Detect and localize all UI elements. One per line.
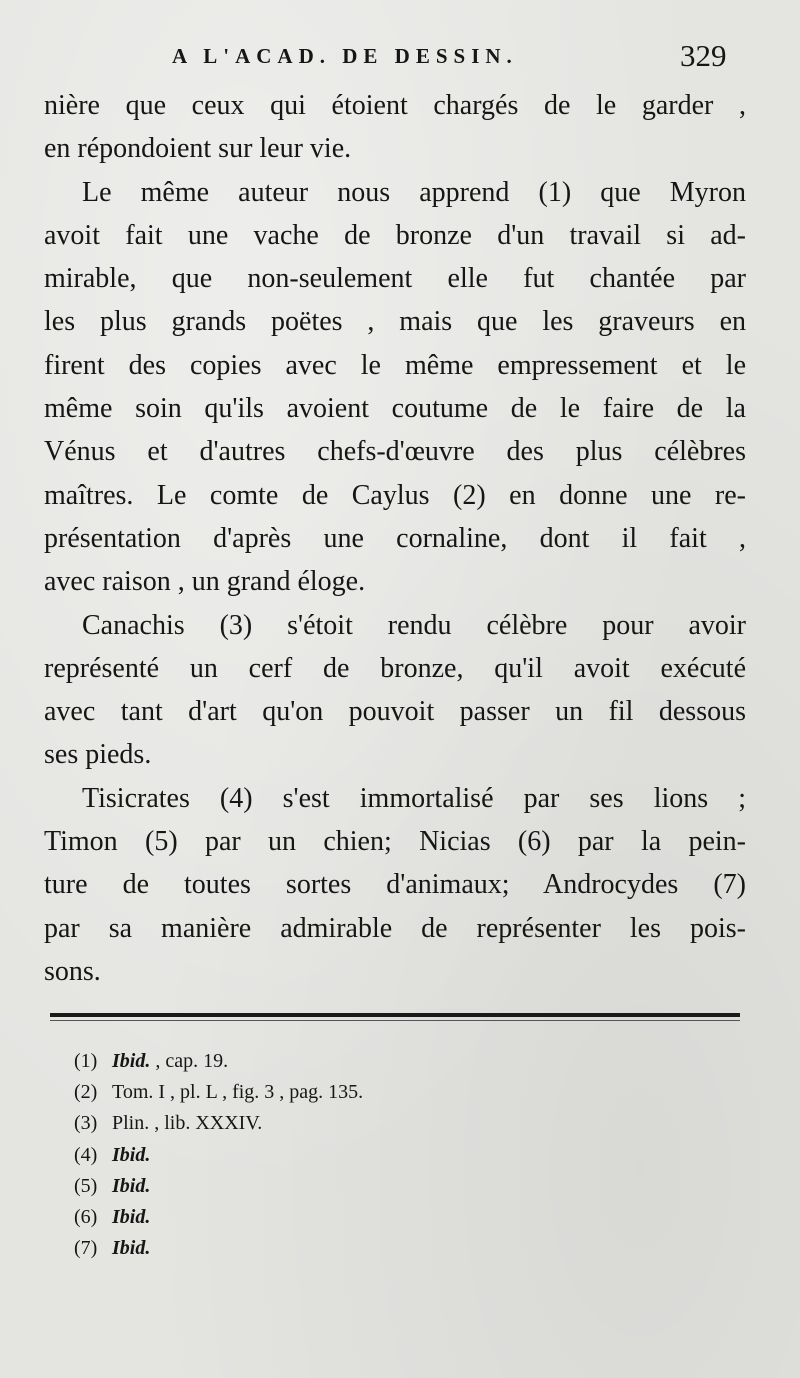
text-line: Vénus et d'autres chefs-d'œuvre des plus célèbres [44,436,746,468]
text-line: même soin qu'ils avoient coutume de le faire de la [44,393,746,425]
footnote-rule [50,1013,740,1017]
text-line: mirable, que non-seulement elle fut chantée par [44,263,746,295]
footnote-text: Tom. I , pl. L , fig. 3 , pag. 135. [112,1081,364,1104]
footnote [74,1202,674,1233]
footnote-source: Ibid. [112,1237,151,1260]
footnote-number: (4) [74,1143,98,1166]
text-line: présentation d'après une cornaline, dont il fait , [44,522,746,554]
text-line: par sa manière admirable de représenter les pois- [44,912,746,944]
footnote-number: (6) [74,1205,98,1228]
footnote-rule-thin [50,1020,740,1021]
body-text [44,84,746,993]
footnote-number: (7) [74,1237,98,1260]
text-line: ses pieds. [44,739,152,771]
footnote-source: Ibid. [112,1205,151,1228]
text-line: sons. [44,955,101,987]
paragraph-start-line: Tisicrates (4) s'est immortalisé par ses lions ; [82,782,746,814]
running-head: A L'ACAD. DE DESSIN. [172,44,518,68]
page-number: 329 [680,38,727,73]
text-line: avec raison , un grand éloge. [44,566,366,598]
footnote [74,1108,674,1139]
text-line: Timon (5) par un chien; Nicias (6) par la pein- [44,826,746,858]
footnote-source: Ibid. [112,1143,151,1166]
footnote-text: , cap. 19. [150,1050,229,1072]
footnote-number: (5) [74,1174,98,1197]
text-line: firent des copies avec le même empressement et le [44,349,746,381]
page-header [0,36,800,80]
text-line: ture de toutes sortes d'animaux; Androcydes (7) [44,869,746,901]
footnote-number: (1) [74,1050,98,1072]
text-line: nière que ceux qui étoient chargés de le garder , [44,90,746,121]
footnote [74,1233,674,1264]
text-line: avoit fait une vache de bronze d'un travail si ad- [44,219,746,251]
text-line: représenté un cerf de bronze, qu'il avoit exécuté [44,652,746,684]
footnote [74,1140,674,1171]
footnote [74,1171,674,1202]
text-line: en répondoient sur leur vie. [44,133,352,165]
footnotes [74,1046,674,1264]
footnote-number: (3) [74,1112,98,1135]
footnote-source: Ibid. [112,1050,151,1072]
text-line: maîtres. Le comte de Caylus (2) en donne une re- [44,479,746,511]
paragraph-start-line: Le même auteur nous apprend (1) que Myron [82,176,746,208]
footnote-source: Ibid. [112,1174,151,1197]
text-line: avec tant d'art qu'on pouvoit passer un fil dessous [44,696,746,728]
footnote [74,1046,674,1077]
footnote-text: Plin. , lib. XXXIV. [112,1112,263,1135]
footnote-number: (2) [74,1081,98,1104]
paragraph-start-line: Canachis (3) s'étoit rendu célèbre pour avoir [82,609,746,641]
footnote [74,1077,674,1108]
text-line: les plus grands poëtes , mais que les graveurs en [44,306,746,338]
